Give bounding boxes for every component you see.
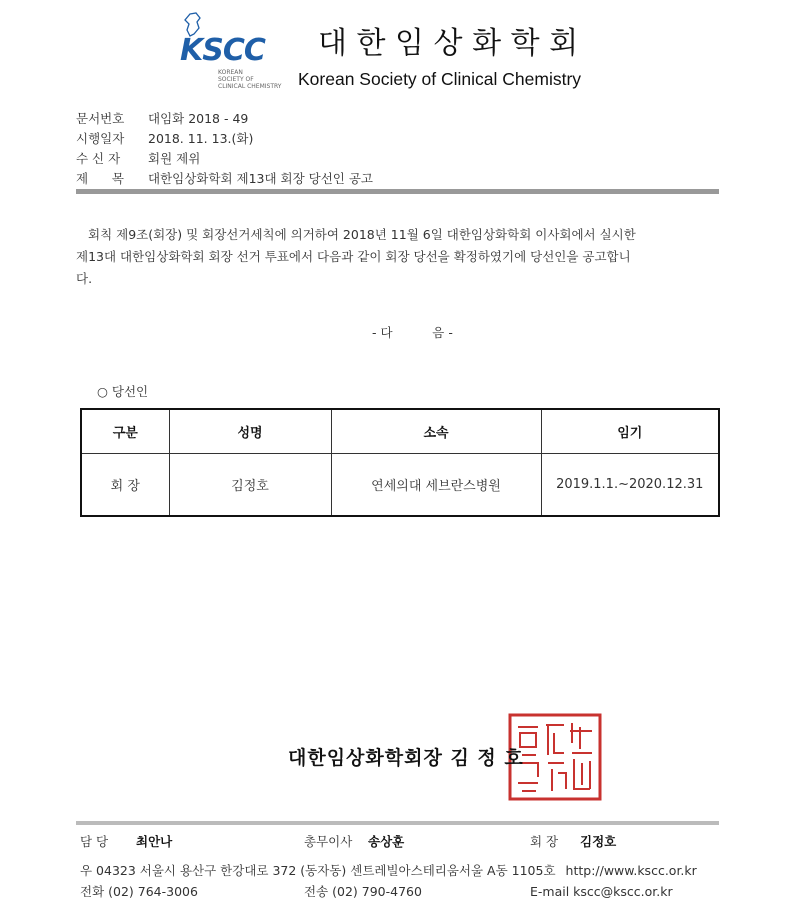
table-row: 회 장 김정호 연세의대 세브란스병원 2019.1.1.~2020.12.31: [81, 454, 719, 517]
footer-divider: [76, 821, 719, 825]
website-link[interactable]: http://www.kscc.or.kr: [565, 863, 697, 878]
title-english: Korean Society of Clinical Chemistry: [298, 69, 582, 89]
kscc-logo: [180, 12, 290, 92]
body-line-1: 회칙 제9조(회장) 및 회장선거세칙에 의거하여 2018년 11월 6일 대한임상화학회 이사회에서 실시한: [88, 227, 636, 242]
title-korean: 대 한 임 상 화 학 회: [318, 26, 579, 61]
document-page: KSCC KOREAN SOCIETY OF CLINICAL CHEMISTRY 대 한 임 상 화 학 회 Korean Society of Clinical Chemistry 문서번호 대임화 2018 - 49 시행일자 2018. 11. 13.(화) 수 신 자 회원 제위 제 목 대한임상화학회 제13대 회장 당선인 공고 회칙 제9조(회장) 및 회장선거세칙에 의거하여 2018년 11월 6일 대한임상화학회 이사회에서 실시한 제13대 대한임상화학회 회장 선거 투표에서 다음과 같이 회장 당선을 확정하였기에 당선인을 공고합니 다. - 다 음 - ○ 당선인 구분 성명 소속 임기 회 장 김정호 연세의대 세브란스병원 2019.1.1.~2020.12.31 대한임상화학회장 김 정 호 담 당 최안나 총무이사 송상훈 회 장 김정호 우 04323 서울시 용산구 한강대로 372 (동자동) 센트레빌아스테리움서울 A동 1105호 http://www.kscc.or.kr 전화 (02) 764-3006 전송 (02) 790-4760 E-mail kscc@kscc.or.kr: [0, 0, 793, 921]
body-line-3: 다.: [76, 271, 93, 286]
logo-mark: KSCC: [180, 33, 265, 68]
fax: 전송 (02) 790-4760: [304, 884, 422, 899]
logo-subtitle: KOREAN SOCIETY OF CLINICAL CHEMISTRY: [218, 69, 282, 90]
body-line-2: 제13대 대한임상화학회 회장 선거 투표에서 다음과 같이 회장 당선을 확정하였기에 당선인을 공고합니: [76, 249, 631, 264]
section-label: ○ 당선인: [97, 384, 149, 399]
email-link[interactable]: E-mail kscc@kscc.or.kr: [530, 884, 673, 899]
address-row: [80, 862, 720, 880]
notice-heading: - 다 음 -: [372, 325, 453, 340]
footer-contact: [80, 862, 720, 901]
elected-table: [80, 408, 720, 517]
contact-row: [80, 883, 720, 901]
signature-line: 대한임상화학회장 김 정 호: [288, 747, 524, 769]
address: 우 04323 서울시 용산구 한강대로 372 (동자동) 센트레빌아스테리움서울 A동 1105호: [80, 863, 556, 878]
table-header-row: 구분 성명 소속 임기: [81, 409, 719, 454]
divider: [76, 189, 719, 194]
phone: 전화 (02) 764-3006: [80, 884, 198, 899]
